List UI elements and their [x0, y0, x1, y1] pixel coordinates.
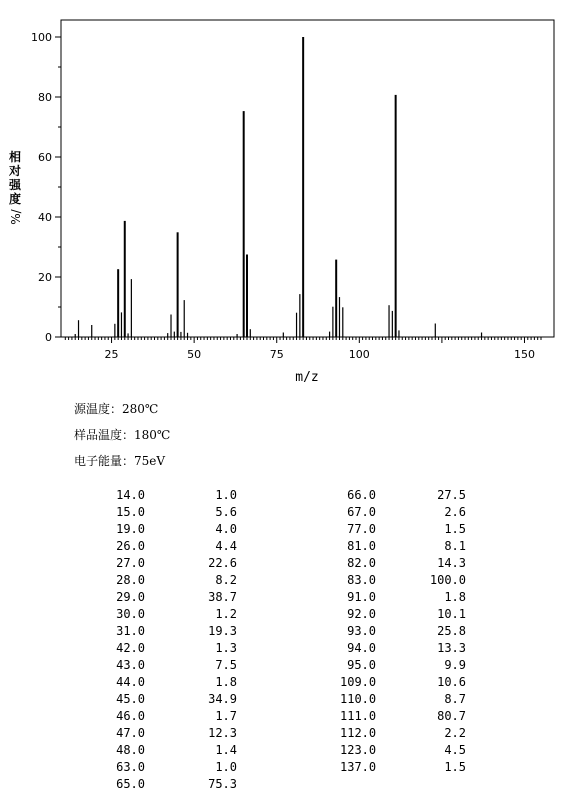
- y-axis-label: [8, 150, 24, 224]
- peak-row: [340, 521, 466, 538]
- peak-row: [112, 504, 237, 521]
- peak-bar: [177, 232, 179, 337]
- tick-labels: [31, 31, 535, 361]
- peak-table-left: [112, 487, 237, 793]
- y-axis-title: 相对强度: [8, 150, 21, 206]
- peak-bar: [243, 111, 245, 337]
- peak-abundance: 8.7: [444, 692, 466, 706]
- peak-mz: 26.0: [116, 539, 145, 553]
- peak-mz: 46.0: [116, 709, 145, 723]
- peak-mz: 66.0: [347, 488, 376, 502]
- peak-bar: [131, 279, 132, 337]
- y-axis-unit: %/: [9, 209, 23, 225]
- x-tick-label: 25: [104, 348, 119, 361]
- peak-mz: 123.0: [340, 743, 377, 757]
- peak-row: [340, 606, 466, 623]
- plot-frame: [61, 20, 554, 337]
- condition-value: 75eV: [134, 454, 166, 468]
- peak-mz: 83.0: [347, 573, 376, 587]
- y-axis-unit-value: %: [9, 213, 23, 225]
- peak-row: [112, 725, 237, 742]
- axis-ticks: [55, 37, 541, 343]
- peak-bar: [342, 307, 343, 337]
- peak-row: [340, 589, 466, 606]
- peak-mz: 47.0: [116, 726, 145, 740]
- peak-mz: 137.0: [340, 760, 377, 774]
- x-tick-label: 75: [269, 348, 284, 361]
- peak-row: [112, 623, 237, 640]
- peak-mz: 82.0: [347, 556, 376, 570]
- peak-mz: 42.0: [116, 641, 145, 655]
- peak-mz: 77.0: [347, 522, 376, 536]
- peak-mz: 94.0: [347, 641, 376, 655]
- mass-spectrum-chart: [0, 0, 570, 392]
- peak-row: [112, 742, 237, 759]
- peak-row: [340, 742, 466, 759]
- peak-row: [112, 674, 237, 691]
- peak-mz: 15.0: [116, 505, 145, 519]
- peak-abundance: 1.0: [215, 760, 237, 774]
- peak-mz: 91.0: [347, 590, 376, 604]
- peak-row: [340, 708, 466, 725]
- peak-row: [112, 776, 237, 793]
- peak-mz: 81.0: [347, 539, 376, 553]
- peak-abundance: 75.3: [208, 777, 237, 791]
- y-tick-label: 100: [31, 31, 52, 44]
- peak-abundance: 4.5: [444, 743, 466, 757]
- peak-abundance: 80.7: [437, 709, 466, 723]
- peak-row: [340, 691, 466, 708]
- peak-bar: [246, 255, 248, 338]
- peak-row: [340, 623, 466, 640]
- peak-bar: [236, 334, 237, 337]
- peak-abundance: 8.1: [444, 539, 466, 553]
- peak-bar: [302, 37, 304, 337]
- condition-source-temp: [74, 396, 170, 422]
- peak-mz: 27.0: [116, 556, 145, 570]
- peak-row: [112, 487, 237, 504]
- peak-abundance: 1.5: [444, 760, 466, 774]
- peak-bar: [435, 324, 436, 338]
- peak-mz: 95.0: [347, 658, 376, 672]
- peak-row: [340, 759, 466, 776]
- peak-bar: [392, 311, 393, 337]
- peak-mz: 65.0: [116, 777, 145, 791]
- peak-bar: [184, 300, 185, 337]
- peak-mz: 111.0: [340, 709, 377, 723]
- peak-abundance: 9.9: [444, 658, 466, 672]
- peak-bar: [170, 315, 171, 338]
- peak-row: [112, 657, 237, 674]
- peak-bar: [332, 307, 333, 337]
- peak-bar: [329, 332, 330, 337]
- peak-row: [112, 759, 237, 776]
- peak-mz: 14.0: [116, 488, 145, 502]
- peak-row: [340, 674, 466, 691]
- x-tick-label: 150: [513, 348, 535, 361]
- peak-row: [112, 589, 237, 606]
- peak-bar: [117, 269, 119, 337]
- peak-row: [340, 538, 466, 555]
- peak-abundance: 4.0: [215, 522, 237, 536]
- peak-bar: [296, 313, 297, 337]
- peak-mz: 31.0: [116, 624, 145, 638]
- peak-abundance: 1.4: [215, 743, 237, 757]
- peak-bar: [114, 324, 115, 337]
- peak-abundance: 19.3: [208, 624, 237, 638]
- peak-bar: [283, 333, 284, 338]
- peak-abundance: 1.3: [215, 641, 237, 655]
- y-tick-label: 20: [38, 271, 52, 284]
- peak-row: [340, 657, 466, 674]
- peak-mz: 92.0: [347, 607, 376, 621]
- peak-row: [340, 555, 466, 572]
- peak-bar: [481, 333, 482, 338]
- peak-abundance: 34.9: [208, 692, 237, 706]
- peak-row: [112, 538, 237, 555]
- peak-abundance: 1.8: [215, 675, 237, 689]
- peak-bar: [398, 330, 399, 337]
- peak-mz: 93.0: [347, 624, 376, 638]
- peak-row: [340, 572, 466, 589]
- peak-mz: 109.0: [340, 675, 377, 689]
- peak-bar: [388, 305, 389, 337]
- peak-abundance: 4.4: [215, 539, 237, 553]
- peak-mz: 43.0: [116, 658, 145, 672]
- peak-abundance: 1.5: [444, 522, 466, 536]
- peak-row: [340, 504, 466, 521]
- condition-label: 样品温度：: [74, 428, 135, 442]
- peak-abundance: 22.6: [208, 556, 237, 570]
- peak-bar: [75, 334, 76, 337]
- peak-mz: 44.0: [116, 675, 145, 689]
- peak-bar: [127, 333, 128, 337]
- peak-abundance: 100.0: [429, 573, 466, 587]
- acquisition-conditions: [74, 396, 170, 474]
- peak-mz: 28.0: [116, 573, 145, 587]
- peak-table-right: [340, 487, 466, 776]
- peak-row: [340, 487, 466, 504]
- peak-bar: [395, 95, 397, 337]
- peak-mz: 112.0: [340, 726, 377, 740]
- peak-row: [112, 691, 237, 708]
- peak-abundance: 14.3: [437, 556, 466, 570]
- peak-abundance: 25.8: [437, 624, 466, 638]
- peak-bar: [121, 312, 122, 337]
- peak-abundance: 12.3: [208, 726, 237, 740]
- y-tick-label: 60: [38, 151, 52, 164]
- peak-mz: 110.0: [340, 692, 377, 706]
- peak-row: [112, 572, 237, 589]
- peak-bar: [174, 332, 175, 337]
- peak-abundance: 1.2: [215, 607, 237, 621]
- x-tick-label: 50: [187, 348, 202, 361]
- peak-abundance: 1.8: [444, 590, 466, 604]
- peak-mz: 29.0: [116, 590, 145, 604]
- peak-abundance: 7.5: [215, 658, 237, 672]
- peak-row: [112, 640, 237, 657]
- peak-bar: [78, 320, 79, 337]
- condition-label: 源温度：: [74, 402, 123, 416]
- peak-abundance: 8.2: [215, 573, 237, 587]
- peak-abundance: 1.0: [215, 488, 237, 502]
- peak-abundance: 10.1: [437, 607, 466, 621]
- peak-abundance: 1.7: [215, 709, 237, 723]
- peak-mz: 63.0: [116, 760, 145, 774]
- y-tick-label: 80: [38, 91, 52, 104]
- peak-abundance: 2.6: [444, 505, 466, 519]
- peak-bar: [339, 297, 340, 337]
- peak-mz: 19.0: [116, 522, 145, 536]
- peak-bar: [335, 260, 337, 337]
- peak-row: [112, 555, 237, 572]
- peak-mz: 45.0: [116, 692, 145, 706]
- peak-bar: [299, 294, 300, 337]
- peak-mz: 30.0: [116, 607, 145, 621]
- peak-abundance: 5.6: [215, 505, 237, 519]
- peak-row: [112, 521, 237, 538]
- peak-abundance: 2.2: [444, 726, 466, 740]
- peak-mz: 48.0: [116, 743, 145, 757]
- peak-row: [340, 640, 466, 657]
- x-axis-label: m/z: [295, 370, 319, 385]
- condition-electron-energy: [74, 448, 170, 474]
- peak-bar: [167, 333, 168, 337]
- peak-abundance: 27.5: [437, 488, 466, 502]
- condition-label: 电子能量：: [74, 454, 135, 468]
- peak-row: [340, 725, 466, 742]
- condition-sample-temp: [74, 422, 170, 448]
- condition-value: 180℃: [134, 428, 171, 442]
- y-tick-label: 0: [45, 331, 52, 344]
- peak-abundance: 13.3: [437, 641, 466, 655]
- condition-value: 280℃: [122, 402, 159, 416]
- peak-bar: [180, 332, 181, 337]
- peak-abundance: 38.7: [208, 590, 237, 604]
- peak-mz: 67.0: [347, 505, 376, 519]
- x-tick-label: 100: [348, 348, 370, 361]
- peak-bar: [187, 333, 188, 337]
- peak-row: [112, 708, 237, 725]
- peak-bar: [124, 221, 126, 337]
- peak-bar: [91, 325, 92, 337]
- spectrum-peaks: [75, 37, 483, 337]
- y-tick-label: 40: [38, 211, 52, 224]
- peak-abundance: 10.6: [437, 675, 466, 689]
- peak-row: [112, 606, 237, 623]
- peak-bar: [250, 329, 251, 337]
